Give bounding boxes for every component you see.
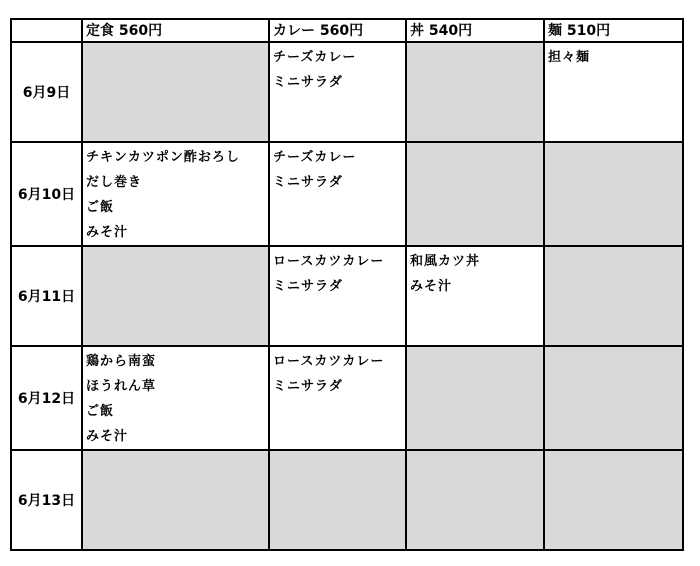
header-don: 丼 540円 — [406, 19, 544, 42]
menu-cell-teishoku — [82, 346, 269, 450]
menu-item: ご飯 — [86, 404, 115, 419]
menu-cell-men — [544, 450, 683, 550]
menu-table — [10, 18, 684, 551]
menu-item: ミニサラダ — [273, 75, 343, 90]
menu-item: ミニサラダ — [273, 175, 343, 190]
menu-row — [11, 450, 683, 550]
menu-item: ミニサラダ — [273, 279, 343, 294]
menu-cell-curry — [269, 42, 406, 142]
menu-row — [11, 246, 683, 346]
menu-item-list — [407, 247, 543, 299]
menu-item-list — [270, 43, 405, 95]
header-teishoku: 定食 560円 — [82, 19, 269, 42]
menu-cell-curry — [269, 246, 406, 346]
menu-cell-men — [544, 346, 683, 450]
menu-item: 和風カツ丼 — [410, 254, 481, 269]
header-curry: カレー 560円 — [269, 19, 406, 42]
menu-row — [11, 42, 683, 142]
date-cell: 6月9日 — [11, 42, 82, 142]
menu-cell-curry — [269, 346, 406, 450]
menu-body — [11, 42, 683, 550]
menu-cell-men — [544, 142, 683, 246]
menu-cell-teishoku — [82, 246, 269, 346]
menu-cell-teishoku — [82, 42, 269, 142]
menu-item: ロースカツカレー — [273, 354, 385, 369]
menu-cell-men — [544, 246, 683, 346]
menu-item: みそ汁 — [86, 225, 129, 240]
menu-item: だし巻き — [86, 175, 143, 190]
date-cell: 6月12日 — [11, 346, 82, 450]
menu-item: ご飯 — [86, 200, 115, 215]
menu-cell-don — [406, 246, 544, 346]
menu-item: チキンカツポン酢おろし — [86, 150, 240, 165]
menu-row — [11, 142, 683, 246]
date-cell: 6月11日 — [11, 246, 82, 346]
menu-cell-men — [544, 42, 683, 142]
date-cell: 6月10日 — [11, 142, 82, 246]
menu-item: 担々麺 — [548, 50, 591, 65]
menu-cell-curry — [269, 142, 406, 246]
menu-cell-don — [406, 42, 544, 142]
menu-cell-curry — [269, 450, 406, 550]
menu-item: 鶏から南蛮 — [86, 354, 157, 369]
menu-cell-don — [406, 450, 544, 550]
menu-cell-teishoku — [82, 450, 269, 550]
header-men: 麺 510円 — [544, 19, 683, 42]
header-corner — [11, 19, 82, 42]
menu-item-list — [270, 247, 405, 299]
menu-cell-don — [406, 142, 544, 246]
menu-row — [11, 346, 683, 450]
menu-item: チーズカレー — [273, 150, 357, 165]
menu-item-list — [270, 143, 405, 195]
menu-item-list — [545, 43, 682, 70]
menu-item: みそ汁 — [410, 279, 453, 294]
menu-item-list — [83, 347, 268, 449]
date-cell: 6月13日 — [11, 450, 82, 550]
menu-item-list — [270, 347, 405, 399]
menu-item: ロースカツカレー — [273, 254, 385, 269]
menu-cell-teishoku — [82, 142, 269, 246]
menu-item-list — [83, 143, 268, 245]
menu-item: みそ汁 — [86, 429, 129, 444]
menu-item: ほうれん草 — [86, 379, 157, 394]
header-row — [11, 19, 683, 42]
menu-cell-don — [406, 346, 544, 450]
menu-item: ミニサラダ — [273, 379, 343, 394]
menu-item: チーズカレー — [273, 50, 357, 65]
